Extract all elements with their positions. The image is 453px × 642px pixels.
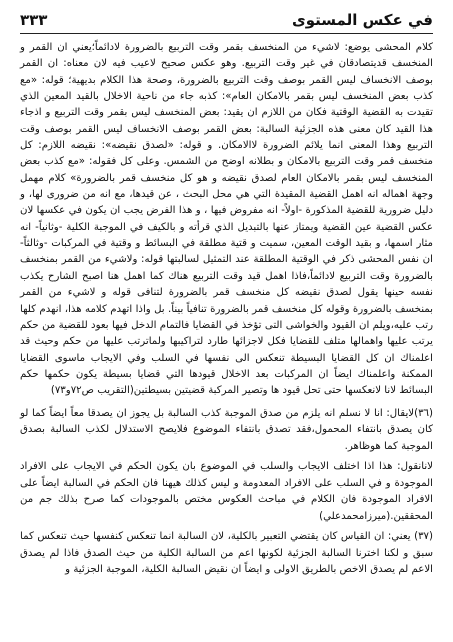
main-text <box>20 40 433 400</box>
footnotes <box>20 406 433 579</box>
main-paragraph: كلام المحشى يوضع: لاشيء من المنخسف بقمر وقت التربيع بالضرورة لادائماً؛يعني ان القمر و المنخسف قديتصادقان في غير وقت التربيع. وهو عكس صحيح لاعيب فيه لان معناه: ان القمر بوصف الانخساف ليس القمر بوصف وقت التربيع بالضرورة، وصحة هذا الكلام بديهية؛ قوله: «مع كذب بعض المنخسف ليس بقمر بالامكان العام»: كذبه جاء من ناحية الاخلال بالقيد المعين الذي تقيدت به القضية الوقتية فكان من اللازم ان يقيد: بعض المنخسف ليس بقمر وقت التربيع و اذجاء هذا القيد كان معنى هذه الجزئية السالبة: بعض القمر بوصف الانخساف ليس القمر بوصف وقت التربيع وهذا المعنى انما يلائم الضرورة لاالامكان. و قوله: «لصدق نقيضه»: نقيضه اللازم: كل منخسف قمر وقت التربيع بالامكان و بطلانه اوضح من الشمس. وعلى كل فقوله: «مع كذب بعض المنخسف ليس بقمر بالامكان العام لصدق نقيضه و هو كل منخسف قمر بالضرورة» كلام مهمل وجهة اهماله انه اهمل القضية المقيدة التي هي محل البحث ، عن قيدها، مع انه من ضرورى لها، و دليل ضرورية للقضية المذكورة -اولاً- انه مفروض فيها ، و هذا الفرض يجب ان يكون في عكسها لان عكس القضية عين القضية ويمتاز عنها بالتبديل الذي قرأته و بالكيف في الموجبة الكلية -وثانياً- انه مثار اسمها، و بقيد الوقت المعين، سميت و قتية مطلقة في البسائط و وقتية في المركبات -وثالثاً- ان نفس المحشى ذكر في الوقتية المطلقة عند التمثيل لسالبتها قوله: ولاشيء من القمر بمنخسف بالضرورة وقت التربيع لادائماً،فاذا اهمل قيد وقت التربيع هناك كما اهمل هنا اصبح الشارح يكذب نفسه حينها يقول لصدق نقيضه كل منخسف قمر بالضرورة لتنافى قوله و لاشيء من القمر بمنخسف بالضرورة وقوله كل منخسف قمر بالضرورة تنافياً بيناً. بل واذا اتهدم كلامه هذا، انهدم كلها رتب عليه،ويلم ان القيود والخواشى التى تؤخذ في القضايا فالتمام الدخل فيها بعود للقضية من حكم يرتب عليها واهمالها متلف للقضايا فكل لاجزائها طارد لتراكيبها ولماترتب عليها من حكم وحيث قد اعلمناك ان كل القضايا البسيطة تنعكس الى نفسها في السلب وفي الايجاب ماسوى القضايا الممكنة واعلمناك ايضاً ان المركبات بعد الاخلال قيودها التي قضايا بسيطة يكون حكمها حكم البسائط لانا لانعكسها حتى تحل قيود ها وتصير المركبة قضيتين بسيطتين(التقريب ص٧٢و٧٣) <box>20 42 433 397</box>
footnote-36: (٣٦)لايقال: انا لا نسلم انه يلزم من صدق الموجبة كذب السالبة بل يجوز ان يصدقا معاً ايضاً كما لو كان يصدق بانتفاء المحمول،فقد تصدق بانتفاء الموضوع فلايصح الاستدلال لكذب السالبة بصدق الموجبة كما هوظاهر. <box>20 407 433 452</box>
footnote-36-reply: لانانقول: هذا اذا اختلف الايجاب والسلب في الموضوع بان يكون الحكم في الايجاب على الافراد الموجودة و في السلب على الافراد المعدومة و ليس كذلك هيهنا فان الحكم في السالبة ايضاً على الافراد الموجودة فان الكلام في مباحث العكوس مختص بالموجودات كما صرح بذلك جم من المحققين.(ميرزامحمدعلي) <box>20 461 433 522</box>
running-title: في عكس المستوى <box>292 11 433 29</box>
page-header <box>20 10 433 30</box>
footnote-37: (٣٧) يعني: ان القياس كان يقتضي التعبير بالكلية، لان السالبة انما تنعكس كنفسها حيث تنعكس كما سبق و لكنا اخترنا السالبة الجزئية لكونها اعم من السالبة الكلية من حيث الصدق فاذا لم يصدق الاعم لم يصدق الاخص بالطريق الاولى و ايضاً ان نقيض السالبة الكلية، الموجبة الجزئية و <box>20 531 433 576</box>
header-rule <box>20 33 433 34</box>
page-number: ٣٣٣ <box>20 11 48 29</box>
page-body <box>20 40 433 634</box>
